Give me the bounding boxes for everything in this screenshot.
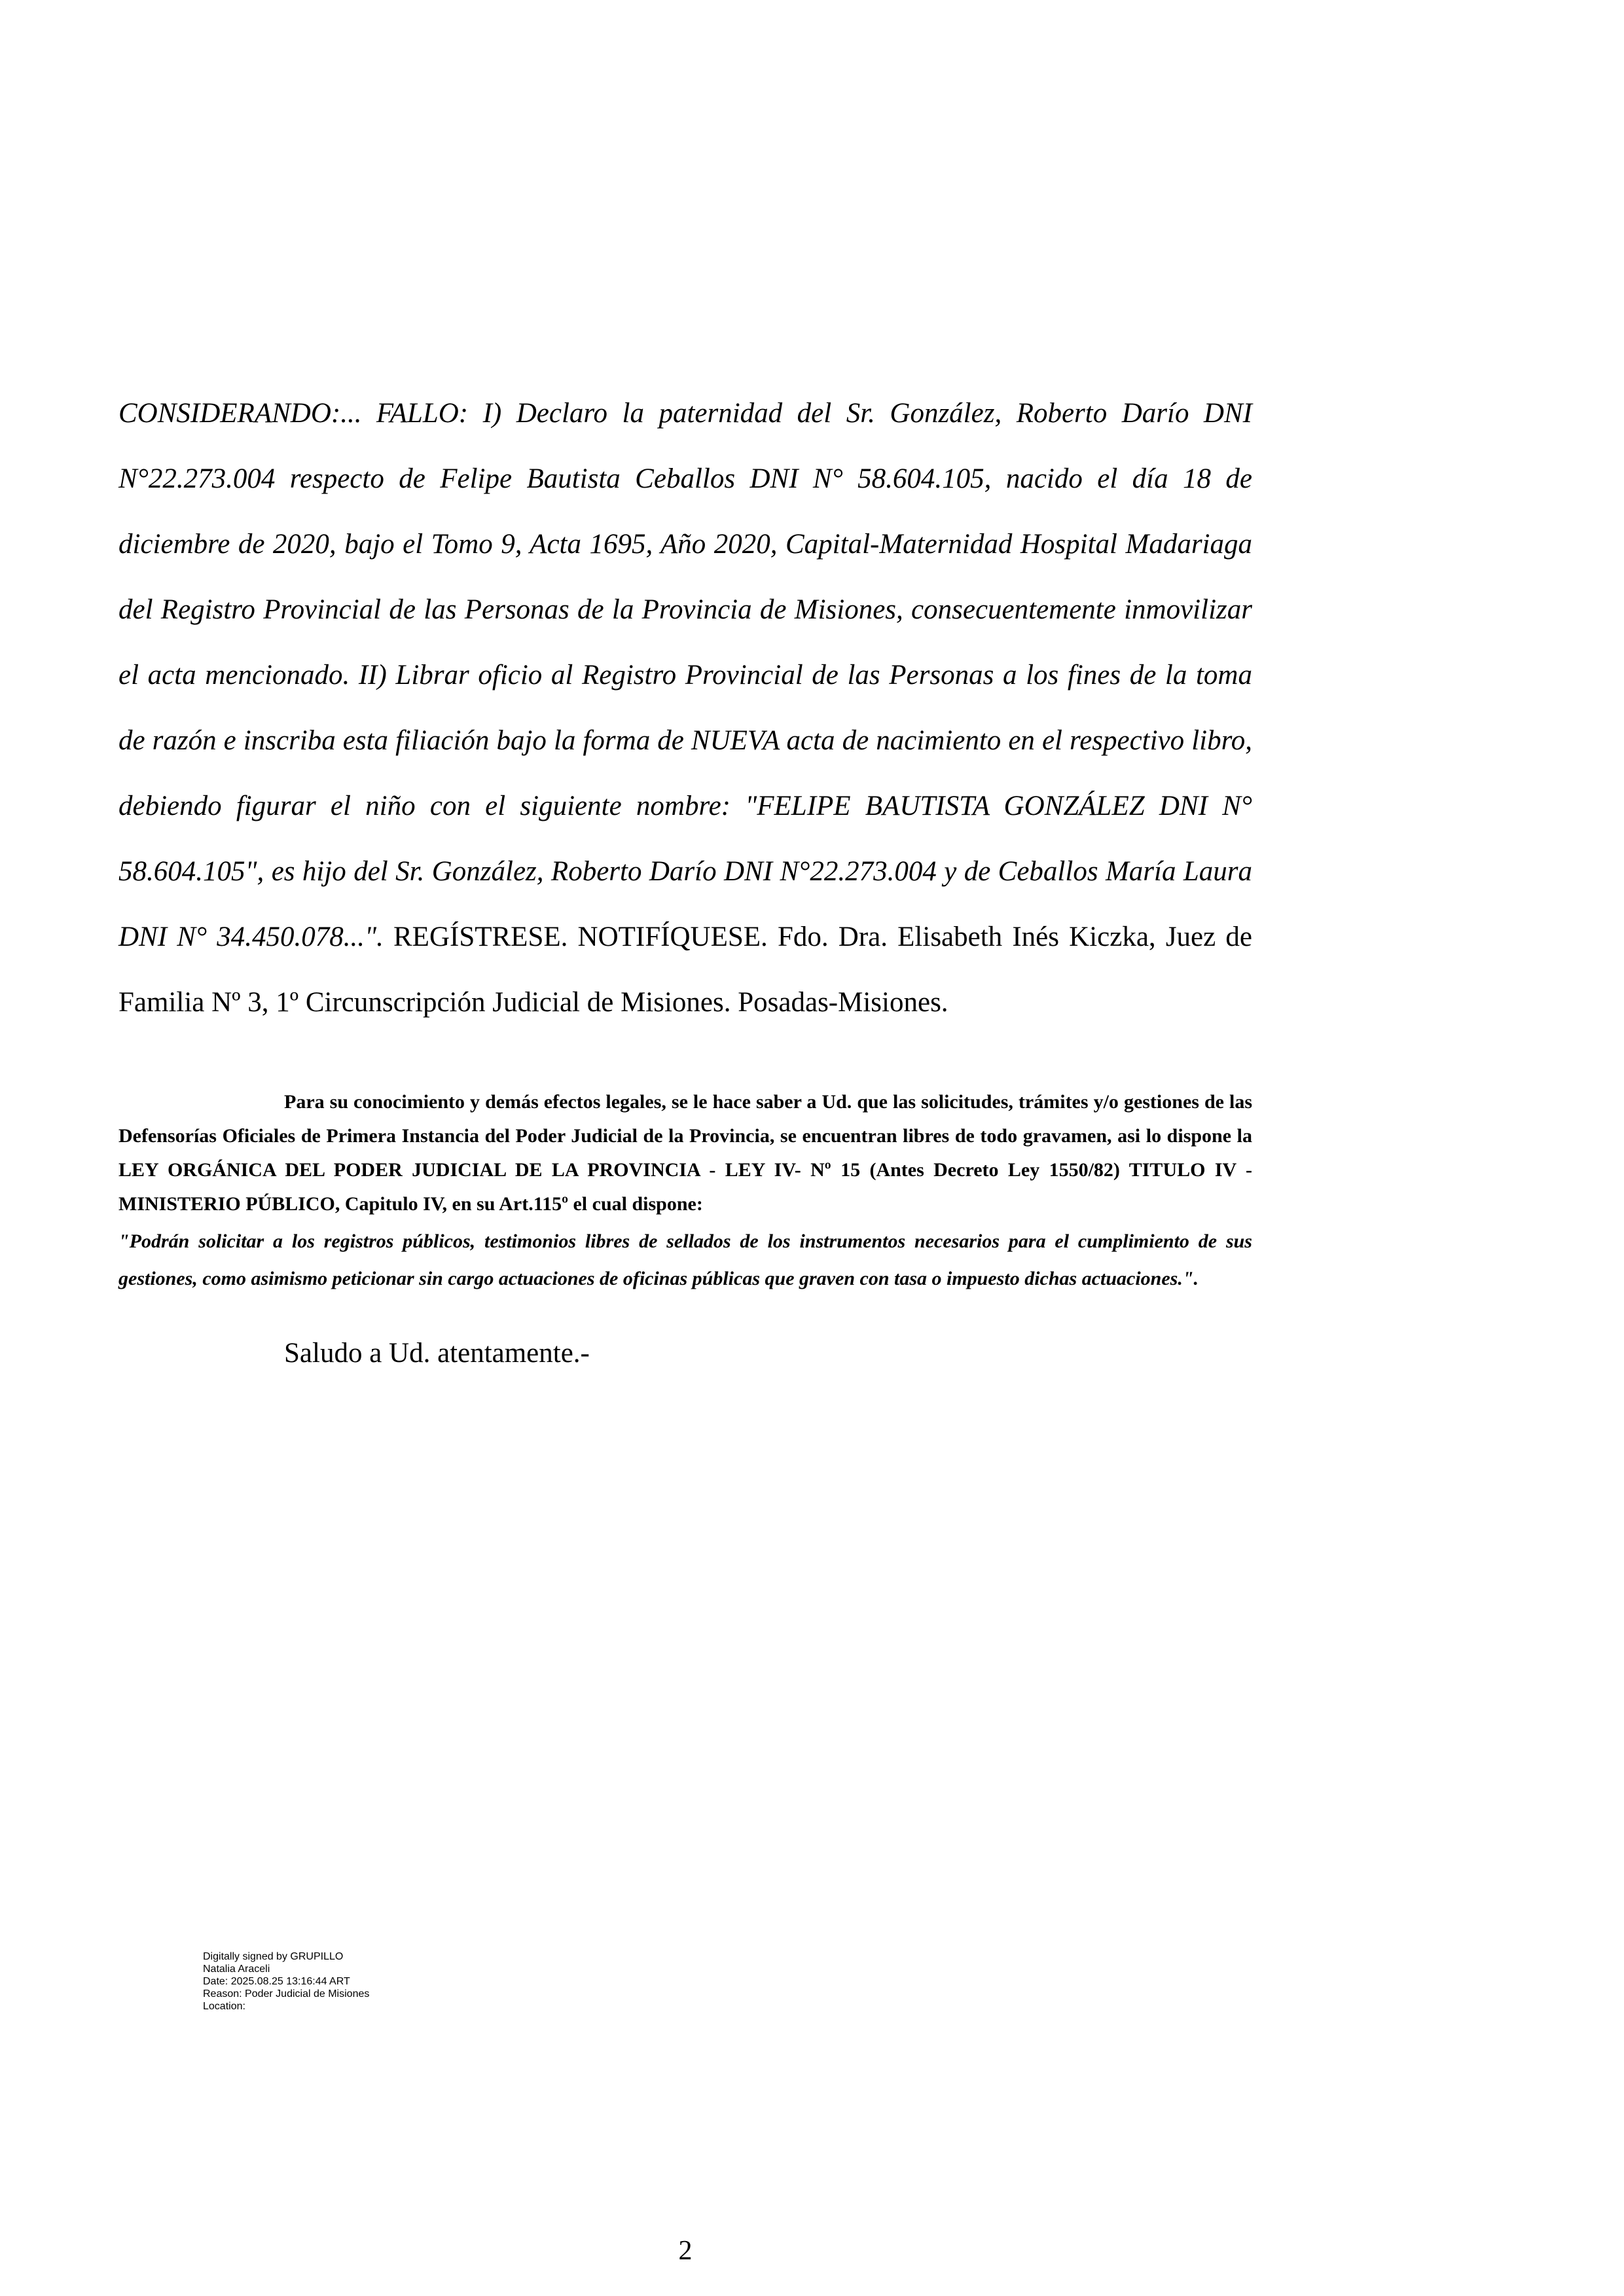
signature-line-signed-by: Digitally signed by GRUPILLO xyxy=(203,1951,344,1962)
law-quote-paragraph: "Podrán solicitar a los registros públicos, testimonios libres de sellados de los instrumentos necesarios para el cumplimiento de sus gestiones, como asimismo peticionar sin cargo actuaciones de oficinas públicas que graven con tasa o impuesto dichas actuaciones.". xyxy=(118,1230,1252,1289)
ruling-italic-text: CONSIDERANDO:... FALLO: I) Declaro la paternidad del Sr. González, Roberto Darío DNI N°22.273.004 respecto de Felipe Bautista Ceballos DNI N° 58.604.105, nacido el día 18 de diciembre de 2020, bajo el Tomo 9, Acta 1695, Año 2020, Capital-Maternidad Hospital Madariaga del Registro Provincial de las Personas de la Provincia de Misiones, consecuentemente inmovilizar el acta mencionado. II) Librar oficio al Registro Provincial de las Personas a los fines de la toma de razón e inscriba esta filiación bajo la forma de NUEVA acta de nacimiento en el respectivo libro, debiendo figurar el niño con el siguiente nombre: "FELIPE BAUTISTA GONZÁLEZ DNI N° 58.604.105", es hijo del Sr. González, Roberto Darío DNI N°22.273.004 y de Ceballos María Laura DNI N° 34.450.078...". xyxy=(118,398,1252,952)
signature-line-name: Natalia Araceli xyxy=(203,1964,270,1975)
signature-line-date: Date: 2025.08.25 13:16:44 ART xyxy=(203,1976,350,1987)
page-number: 2 xyxy=(678,2236,693,2266)
notice-paragraph: Para su conocimiento y demás efectos legales, se le hace saber a Ud. que las solicitudes, trámites y/o gestiones de las Defensorías Oficiales de Primera Instancia del Poder Judicial de la Provincia, se encuentran libres de todo gravamen, asi lo dispone la LEY ORGÁNICA DEL PODER JUDICIAL DE LA PROVINCIA - LEY IV- Nº 15 (Antes Decreto Ley 1550/82) TITULO IV - MINISTERIO PÚBLICO, Capitulo IV, en su Art.115º el cual dispone: xyxy=(118,1091,1252,1215)
document-content xyxy=(118,381,1252,1371)
ruling-paragraph xyxy=(118,381,1252,1035)
signature-line-reason: Reason: Poder Judicial de Misiones xyxy=(203,1988,370,2000)
closing-line: Saludo a Ud. atentamente.- xyxy=(284,1338,590,1369)
digital-signature-block xyxy=(203,1950,369,2013)
ruling-regular-text: REGÍSTRESE. NOTIFÍQUESE. Fdo. Dra. Elisabeth Inés Kiczka, Juez de Familia Nº 3, 1º Circunscripción Judicial de Misiones. Posadas-Misiones. xyxy=(118,922,1252,1018)
signature-line-location: Location: xyxy=(203,2001,245,2012)
